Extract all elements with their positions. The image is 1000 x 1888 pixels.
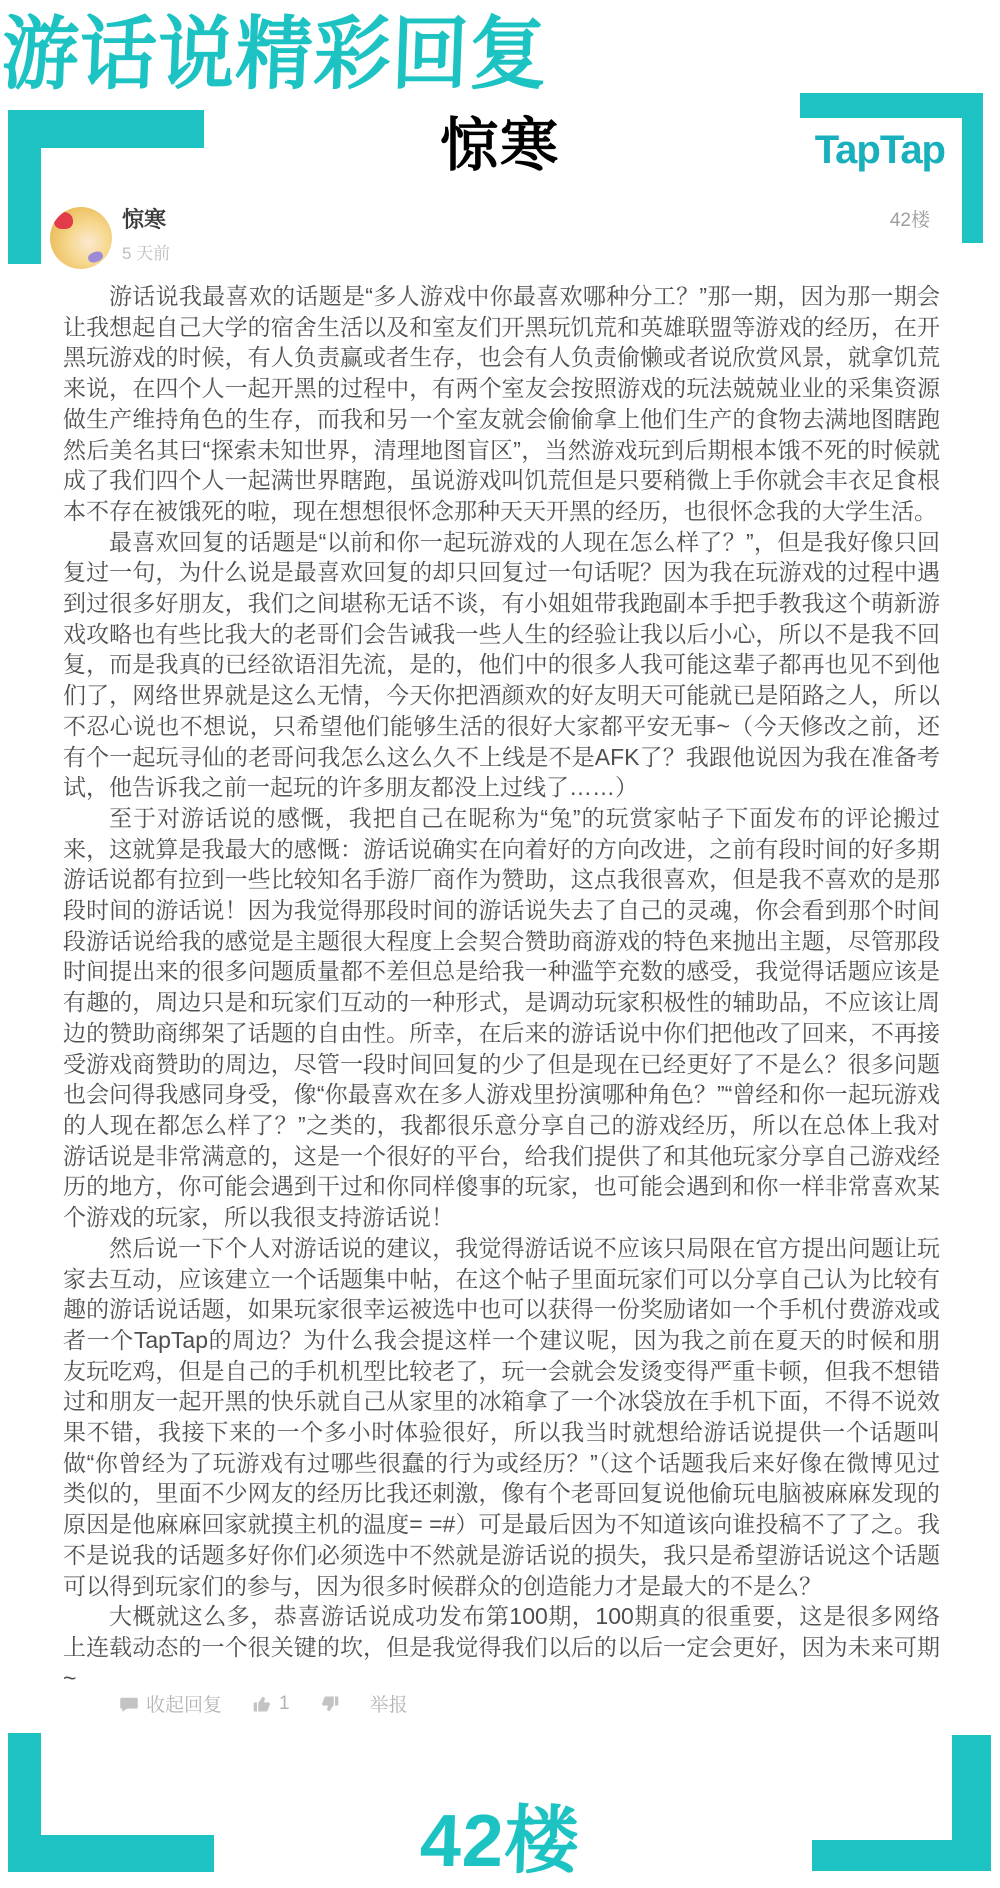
post-paragraph: 大概就这么多，恭喜游话说成功发布第100期，100期真的很重要，这是很多网络上连载动态的一个很关键的坎，但是我觉得我们以后的以后一定会更好，因为未来可期~	[63, 1603, 940, 1691]
post-paragraph: 游话说我最喜欢的话题是“多人游戏中你最喜欢哪种分工？”那一期，因为那一期会让我想起自己大学的宿舍生活以及和室友们开黑玩饥荒和英雄联盟等游戏的经历，在开黑玩游戏的时候，有人负责赢或者生存，也会有人负责偷懒或者说欣赏风景，就拿饥荒来说，在四个人一起开黑的过程中，有两个室友会按照游戏的玩法兢兢业业的采集资源做生产维持角色的生存，而我和另一个室友就会偷偷拿上他们生产的食物去满地图瞎跑然后美名其曰“探索未知世界，清理地图盲区”，当然游戏玩到后期根本饿不死的时候就成了我们四个人一起满世界瞎跑，虽说游戏叫饥荒但是只要稍微上手你就会丰衣足食根本不存在被饿死的啦，现在想想很怀念那种天天开黑的经历，也很怀念我的大学生活。	[63, 283, 940, 524]
page-subtitle: 惊寒	[439, 113, 560, 178]
post-floor-badge: 42楼	[889, 210, 930, 231]
report-label: 举报	[369, 1695, 408, 1716]
post-timestamp: 5 天前	[122, 244, 171, 263]
like-button[interactable]	[252, 1693, 290, 1715]
collapse-reply-label: 收起回复	[146, 1695, 223, 1716]
dislike-button[interactable]	[320, 1694, 340, 1714]
post-paragraph: 最喜欢回复的话题是“以前和你一起玩游戏的人现在怎么样了？”，但是我好像只回复过一句，为什么说是最喜欢回复的却只回复过一句话呢？因为我在玩游戏的过程中遇到过很多好朋友，我们之间堪称无话不谈，有小姐姐带我跑副本手把手教我这个萌新游戏攻略也有些比我大的老哥们会告诫我一些人生的经验让我以后小心，所以不是我不回复，而是我真的已经欲语泪先流，是的，他们中的很多人我可能这辈子都再也见不到他们了，网络世界就是这么无情，今天你把酒颜欢的好友明天可能就已是陌路之人，所以不忍心说也不想说，只希望他们能够生活的很好大家都平安无事~（今天修改之前，还有个一起玩寻仙的老哥问我怎么这么久不上线是不是AFK了？我跟他说因为我在准备考试，他告诉我之前一起玩的许多朋友都没上过线了……）	[63, 528, 940, 801]
comment-bubble-icon	[119, 1694, 139, 1714]
post-body	[63, 281, 940, 1693]
post-author-name[interactable]: 惊寒	[122, 207, 167, 232]
report-button[interactable]	[370, 1690, 408, 1717]
page-title: 游话说精彩回复	[0, 9, 550, 100]
post-paragraph: 至于对游话说的感慨，我把自己在昵称为“兔”的玩赏家帖子下面发布的评论搬过来，这就算是我最大的感慨：游话说确实在向着好的方向改进，之前有段时间的好多期游话说都有拉到一些比较知名手游厂商作为赞助，这点我很喜欢，但是我不喜欢的是那段时间的游话说！因为我觉得那段时间的游话说失去了自己的灵魂，你会看到那个时间段游话说给我的感觉是主题很大程度上会契合赞助商游戏的特色来抛出主题，尽管那段时间提出来的很多问题质量都不差但总是给我一种滥竽充数的感受，我觉得话题应该是有趣的，周边只是和玩家们互动的一种形式，是调动玩家积极性的辅助品，不应该让周边的赞助商绑架了话题的自由性。所幸，在后来的游话说中你们把他改了回来，不再接受游戏商赞助的周边，尽管一段时间回复的少了但是现在已经更好了不是么？很多问题也会问得我感同身受，像“你最喜欢在多人游戏里扮演哪种角色？”“曾经和你一起玩游戏的人现在都怎么样了？”之类的，我都很乐意分享自己的游戏经历，所以在总体上我对游话说是非常满意的，这是一个很好的平台，给我们提供了和其他玩家分享自己游戏经历的地方，你可能会遇到干过和你同样傻事的玩家，也可能会遇到和你一样非常喜欢某个游戏的玩家，所以我很支持游话说！	[63, 804, 940, 1231]
taptap-logo: TapTap	[814, 128, 945, 172]
post-paragraph: 然后说一下个人对游话说的建议，我觉得游话说不应该只局限在官方提出问题让玩家去互动，应该建立一个话题集中帖，在这个帖子里面玩家们可以分享自己认为比较有趣的游话说话题，如果玩家很幸运被选中也可以获得一份奖励诸如一个手机付费游戏或者一个TapTap的周边？为什么我会提这样一个建议呢，因为我之前在夏天的时候和朋友玩吃鸡，但是自己的手机机型比较老了，玩一会就会发烫变得严重卡顿，但我不想错过和朋友一起开黑的快乐就自己从家里的冰箱拿了一个冰袋放在手机下面，不得不说效果不错，我接下来的一个多小时体验很好，所以我当时就想给游话说提供一个话题叫做“你曾经为了玩游戏有过哪些很蠢的行为或经历？”（这个话题我后来好像在微博见过类似的，里面不少网友的经历比我还刺激，像有个老哥回复说他偷玩电脑被麻麻发现的原因是他麻麻回家就摸主机的温度= =#）可是最后因为不知道该向谁投稿不了了之。我不是说我的话题多好你们必须选中不然就是游话说的损失，我只是希望游话说这个话题可以得到玩家们的参与，因为很多时候群众的创造能力才是最大的不是么？	[63, 1234, 940, 1599]
avatar[interactable]	[50, 207, 112, 269]
collapse-reply-button[interactable]	[119, 1690, 222, 1717]
footer-floor-label: 42楼	[418, 1799, 581, 1882]
post-action-bar	[119, 1690, 408, 1717]
thumb-up-icon	[252, 1694, 272, 1714]
like-count: 1	[279, 1692, 290, 1714]
thumb-down-icon	[320, 1694, 340, 1714]
